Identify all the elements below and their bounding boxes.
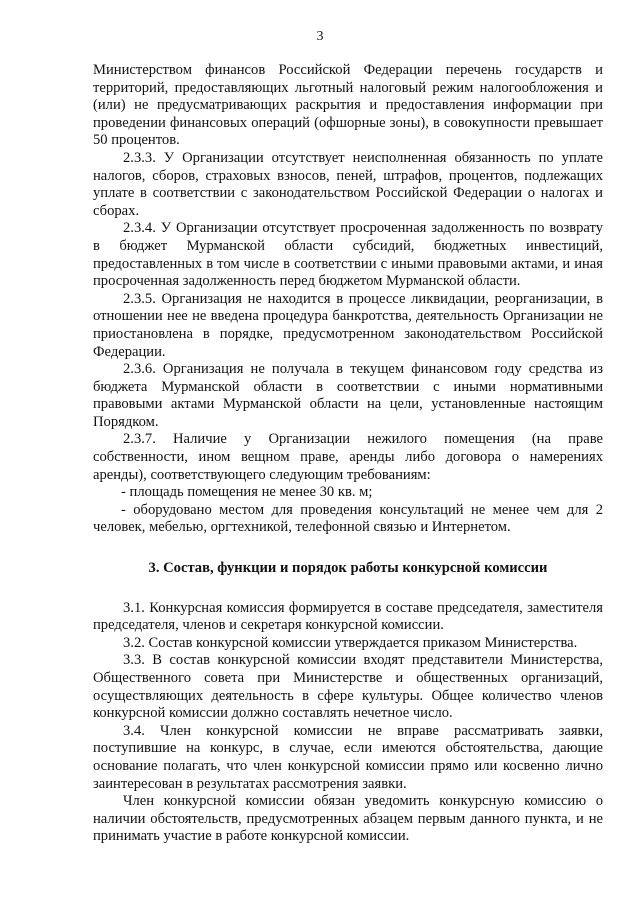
paragraph-offshore-continuation: Министерством финансов Российской Федерации перечень государств и территорий, предоставляющих льготный налоговый режим налогообложения и (или) не предусматривающих раскрытия и предоставления информации при проведении финансовых операций (офшорные зоны), в совокупности превышает 50 процентов. — [93, 62, 603, 149]
paragraph-2-3-7: 2.3.7. Наличие у Организации нежилого помещения (на праве собственности, ином вещном праве, аренды либо договора о намерениях аренды), соответствующего следующим требованиям: — [93, 431, 603, 483]
paragraph-2-3-3: 2.3.3. У Организации отсутствует неисполненная обязанность по уплате налогов, сборов, страховых взносов, пеней, штрафов, процентов, подлежащих уплате в соответствии с законодательством Российской Федерации о налогах и сборах. — [93, 149, 603, 219]
paragraph-2-3-5: 2.3.5. Организация не находится в процессе ликвидации, реорганизации, в отношении нее не введена процедура банкротства, деятельность Организации не приостановлена в порядке, предусмотренном законодательством Российской Федерации. — [93, 290, 603, 360]
document-body — [93, 62, 603, 846]
page-number: 3 — [316, 29, 324, 44]
section-heading: 3. Состав, функции и порядок работы конкурсной комиссии — [148, 560, 548, 577]
paragraph-3-3: 3.3. В состав конкурсной комиссии входят представители Министерства, Общественного совета при Министерстве и общественных организаций, осуществляющих деятельность в сфере культуры. Общее количество членов конкурсной комиссии должно составлять нечетное число. — [93, 652, 603, 722]
paragraph-3-1: 3.1. Конкурсная комиссия формируется в составе председателя, заместителя председателя, членов и секретаря конкурсной комиссии. — [93, 599, 603, 634]
paragraph-2-3-6: 2.3.6. Организация не получала в текущем финансовом году средства из бюджета Мурманской области в соответствии с иными нормативными правовыми актами Мурманской области на цели, установленные настоящим Порядком. — [93, 361, 603, 430]
paragraph-2-3-4: 2.3.4. У Организации отсутствует просроченная задолженность по возврату в бюджет Мурманской области субсидий, бюджетных инвестиций, предоставленных в том числе в соответствии с иными правовыми актами, и иная просроченная задолженность перед бюджетом Мурманской области. — [93, 220, 603, 290]
list-item-equipment: - оборудовано местом для проведения консультаций не менее чем для 2 человек, мебелью, оргтехникой, телефонной связью и Интернетом. — [93, 501, 603, 536]
paragraph-3-4: 3.4. Член конкурсной комиссии не вправе рассматривать заявки, поступившие на конкурс, в случае, если имеются обстоятельства, дающие основание полагать, что член конкурсной комиссии прямо или косвенно лично заинтересован в результатах рассмотрения заявки. — [93, 722, 603, 792]
paragraph-3-2: 3.2. Состав конкурсной комиссии утверждается приказом Министерства. — [123, 634, 578, 651]
list-item-area: - площадь помещения не менее 30 кв. м; — [121, 484, 373, 501]
paragraph-3-4-notice: Член конкурсной комиссии обязан уведомить конкурсную комиссию о наличии обстоятельств, предусмотренных абзацем первым данного пункта, и не принимать участие в работе конкурсной комиссии. — [93, 793, 603, 845]
